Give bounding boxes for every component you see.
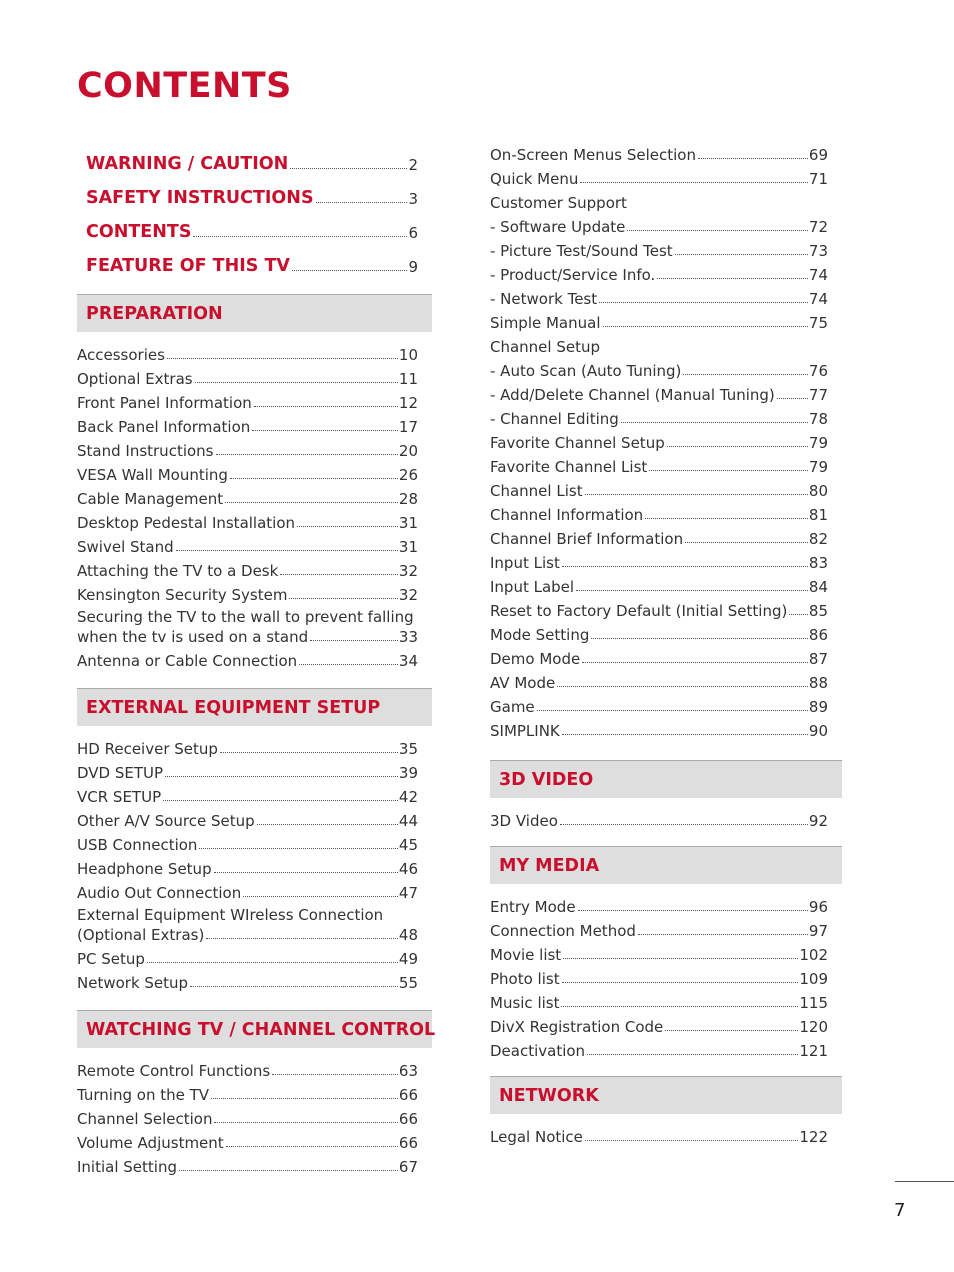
right-column	[490, 140, 842, 1146]
dot-leader	[621, 422, 808, 423]
dot-leader	[190, 986, 398, 987]
toc-page: 2	[408, 156, 418, 174]
toc-page: 120	[799, 1018, 828, 1036]
toc-entry[interactable]	[490, 916, 842, 940]
toc-entry[interactable]	[490, 1036, 842, 1060]
dot-leader	[179, 1170, 398, 1171]
dot-leader	[206, 938, 398, 939]
toc-label: Optional Extras	[77, 370, 193, 388]
toc-page: 32	[398, 562, 418, 580]
toc-label: Photo list	[490, 970, 560, 988]
toc-entry[interactable]	[490, 620, 842, 644]
section-items	[490, 1114, 842, 1146]
dot-leader	[254, 406, 398, 407]
dot-leader	[310, 640, 398, 641]
section-heading: 3D VIDEO	[490, 760, 842, 798]
toc-page: 10	[398, 346, 418, 364]
toc-label: Input List	[490, 554, 560, 572]
toc-page: 11	[398, 370, 418, 388]
dot-leader	[657, 278, 808, 279]
dot-leader	[289, 598, 397, 599]
toc-page: 17	[398, 418, 418, 436]
dot-leader	[562, 734, 808, 735]
toc-page: 81	[808, 506, 828, 524]
toc-page: 55	[398, 974, 418, 992]
section-network	[490, 1076, 842, 1146]
dot-leader	[587, 1054, 798, 1055]
toc-entry[interactable]	[490, 356, 842, 380]
toc-label: Quick Menu	[490, 170, 579, 188]
page-title: CONTENTS	[77, 66, 292, 106]
toc-entry[interactable]	[490, 692, 842, 716]
dot-leader	[561, 1006, 798, 1007]
toc-label: SAFETY INSTRUCTIONS	[86, 188, 314, 208]
toc-page: 26	[398, 466, 418, 484]
dot-leader	[580, 182, 808, 183]
dot-leader	[214, 1122, 397, 1123]
toc-page: 6	[408, 224, 418, 242]
toc-entry-contents[interactable]	[77, 208, 432, 242]
toc-entry[interactable]	[77, 580, 432, 604]
dot-leader	[585, 1140, 798, 1141]
dot-leader	[685, 542, 808, 543]
toc-label: Kensington Security System	[77, 586, 288, 604]
toc-label: Simple Manual	[490, 314, 601, 332]
toc-label: - Software Update	[490, 218, 626, 236]
dot-leader	[563, 958, 798, 959]
toc-label: - Auto Scan (Auto Tuning)	[490, 362, 682, 380]
toc-page: 84	[808, 578, 828, 596]
dot-leader	[683, 374, 808, 375]
toc-page: 90	[808, 722, 828, 740]
toc-page: 102	[799, 946, 828, 964]
left-column	[77, 140, 436, 1176]
toc-entry[interactable]	[490, 806, 842, 830]
toc-entry[interactable]	[77, 646, 432, 670]
toc-page: 83	[808, 554, 828, 572]
toc-label: Network Setup	[77, 974, 189, 992]
toc-entry[interactable]	[490, 476, 842, 500]
toc-label: Swivel Stand	[77, 538, 174, 556]
toc-entry[interactable]	[490, 1012, 842, 1036]
toc-group-label: Channel Setup	[490, 338, 601, 356]
toc-entry[interactable]	[490, 716, 842, 740]
toc-label: VCR SETUP	[77, 788, 162, 806]
toc-label: Turning on the TV	[77, 1086, 210, 1104]
toc-label: Initial Setting	[77, 1158, 177, 1176]
toc-entry[interactable]	[77, 782, 432, 806]
dot-leader	[789, 614, 808, 615]
toc-label: CONTENTS	[86, 222, 192, 242]
toc-page: 88	[808, 674, 828, 692]
toc-entry[interactable]	[77, 734, 432, 758]
toc-page: 48	[398, 926, 418, 944]
dot-leader	[698, 158, 808, 159]
toc-label: - Channel Editing	[490, 410, 619, 428]
dot-leader	[290, 168, 407, 169]
intro-list	[77, 140, 432, 294]
dot-leader	[220, 752, 398, 753]
toc-group-label: Customer Support	[490, 194, 627, 212]
toc-page: 31	[398, 538, 418, 556]
toc-page: 20	[398, 442, 418, 460]
toc-page: 79	[808, 458, 828, 476]
toc-entry[interactable]	[490, 644, 842, 668]
dot-leader	[627, 230, 808, 231]
toc-label-line2: (Optional Extras)	[77, 926, 205, 944]
toc-page: 63	[398, 1062, 418, 1080]
toc-page: 92	[808, 812, 828, 830]
dot-leader	[193, 236, 407, 237]
dot-leader	[645, 518, 808, 519]
dot-leader	[578, 910, 808, 911]
toc-page: 74	[808, 266, 828, 284]
toc-label: Favorite Channel Setup	[490, 434, 665, 452]
dot-leader	[649, 470, 808, 471]
dot-leader	[214, 872, 398, 873]
toc-page: 31	[398, 514, 418, 532]
toc-page: 97	[808, 922, 828, 940]
dot-leader	[243, 896, 398, 897]
toc-label: DivX Registration Code	[490, 1018, 664, 1036]
toc-entry[interactable]	[490, 260, 842, 284]
toc-entry[interactable]	[490, 548, 842, 572]
section-items	[77, 332, 432, 670]
toc-entry[interactable]	[490, 308, 842, 332]
toc-entry[interactable]	[77, 854, 432, 878]
toc-label: Channel Selection	[77, 1110, 213, 1128]
toc-page: 12	[398, 394, 418, 412]
toc-page: 28	[398, 490, 418, 508]
toc-page: 35	[398, 740, 418, 758]
toc-entry-safety[interactable]	[77, 174, 432, 208]
toc-label: On-Screen Menus Selection	[490, 146, 696, 164]
toc-entry[interactable]	[77, 806, 432, 830]
toc-label: WARNING / CAUTION	[86, 154, 289, 174]
toc-label: Accessories	[77, 346, 165, 364]
toc-entry[interactable]	[490, 404, 842, 428]
section-items	[77, 1048, 432, 1176]
dot-leader	[537, 710, 808, 711]
toc-entry-wrapped[interactable]	[77, 902, 432, 944]
dot-leader	[163, 800, 398, 801]
toc-page: 121	[799, 1042, 828, 1060]
toc-page: 45	[398, 836, 418, 854]
toc-label: SIMPLINK	[490, 722, 560, 740]
dot-leader	[211, 1098, 398, 1099]
toc-entry[interactable]	[77, 1056, 432, 1080]
toc-label: - Product/Service Info.	[490, 266, 656, 284]
toc-label: Reset to Factory Default (Initial Setting)	[490, 602, 788, 620]
toc-page: 69	[808, 146, 828, 164]
toc-entry[interactable]	[77, 532, 432, 556]
toc-label: Front Panel Information	[77, 394, 252, 412]
section-preparation	[77, 294, 432, 670]
toc-page: 3	[408, 190, 418, 208]
dot-leader	[216, 454, 398, 455]
toc-page: 79	[808, 434, 828, 452]
dot-leader	[675, 254, 808, 255]
toc-label: VESA Wall Mounting	[77, 466, 228, 484]
toc-label: USB Connection	[77, 836, 198, 854]
toc-entry[interactable]	[77, 968, 432, 992]
dot-leader	[199, 848, 397, 849]
toc-entry[interactable]	[77, 758, 432, 782]
toc-page: 49	[398, 950, 418, 968]
toc-entry[interactable]	[77, 878, 432, 902]
dot-leader	[667, 446, 808, 447]
toc-page: 87	[808, 650, 828, 668]
dot-leader	[582, 662, 808, 663]
toc-page: 34	[398, 652, 418, 670]
toc-label: Music list	[490, 994, 560, 1012]
toc-label: Channel Information	[490, 506, 644, 524]
toc-page: 73	[808, 242, 828, 260]
toc-label: Demo Mode	[490, 650, 581, 668]
toc-label: - Picture Test/Sound Test	[490, 242, 673, 260]
toc-page: 44	[398, 812, 418, 830]
toc-entry-feature[interactable]	[77, 242, 432, 276]
toc-entry[interactable]	[77, 1152, 432, 1176]
toc-entry[interactable]	[490, 380, 842, 404]
toc-label: Favorite Channel List	[490, 458, 648, 476]
toc-entry[interactable]	[77, 412, 432, 436]
toc-label: Movie list	[490, 946, 562, 964]
toc-entry[interactable]	[490, 596, 842, 620]
section-heading: MY MEDIA	[490, 846, 842, 884]
toc-label: Deactivation	[490, 1042, 586, 1060]
toc-label: Cable Management	[77, 490, 224, 508]
toc-entry[interactable]	[77, 484, 432, 508]
toc-label: FEATURE OF THIS TV	[86, 256, 290, 276]
toc-label: Input Label	[490, 578, 575, 596]
dot-leader	[230, 478, 398, 479]
toc-entry[interactable]	[490, 892, 842, 916]
toc-page: 77	[808, 386, 828, 404]
toc-entry[interactable]	[77, 460, 432, 484]
channel-control-list	[490, 140, 842, 740]
toc-label: Connection Method	[490, 922, 636, 940]
toc-page: 39	[398, 764, 418, 782]
dot-leader	[562, 982, 799, 983]
toc-entry[interactable]	[490, 212, 842, 236]
toc-label: Remote Control Functions	[77, 1062, 271, 1080]
dot-leader	[562, 566, 808, 567]
toc-page: 109	[799, 970, 828, 988]
toc-entry[interactable]	[490, 1122, 842, 1146]
toc-entry[interactable]	[490, 572, 842, 596]
toc-entry[interactable]	[77, 830, 432, 854]
dot-leader	[165, 776, 398, 777]
toc-label: - Network Test	[490, 290, 598, 308]
toc-page: 122	[799, 1128, 828, 1146]
toc-entry[interactable]	[77, 556, 432, 580]
toc-entry-warning[interactable]	[77, 140, 432, 174]
dot-leader	[576, 590, 808, 591]
toc-label: Other A/V Source Setup	[77, 812, 255, 830]
toc-label-line1: External Equipment WIreless Connection	[77, 906, 384, 924]
section-items	[490, 884, 842, 1060]
toc-page: 96	[808, 898, 828, 916]
dot-leader	[599, 302, 808, 303]
section-items	[77, 726, 432, 992]
toc-page: 32	[398, 586, 418, 604]
toc-label: Headphone Setup	[77, 860, 212, 878]
toc-entry[interactable]	[77, 364, 432, 388]
toc-label-line2: when the tv is used on a stand	[77, 628, 309, 646]
dot-leader	[297, 526, 398, 527]
dot-leader	[195, 382, 398, 383]
toc-page: 76	[808, 362, 828, 380]
section-3d-video	[490, 760, 842, 830]
toc-page: 67	[398, 1158, 418, 1176]
toc-label: Mode Setting	[490, 626, 590, 644]
toc-page: 42	[398, 788, 418, 806]
toc-label: DVD SETUP	[77, 764, 164, 782]
toc-entry[interactable]	[490, 964, 842, 988]
toc-page: 115	[799, 994, 828, 1012]
toc-label: Legal Notice	[490, 1128, 583, 1146]
section-watching-tv	[77, 1010, 436, 1176]
dot-leader	[147, 962, 398, 963]
dot-leader	[665, 1030, 798, 1031]
toc-label: Desktop Pedestal Installation	[77, 514, 296, 532]
toc-label: Attaching the TV to a Desk	[77, 562, 279, 580]
page-number: 7	[894, 1200, 906, 1221]
toc-entry[interactable]	[77, 1080, 432, 1104]
dot-leader	[252, 430, 398, 431]
toc-label: Audio Out Connection	[77, 884, 242, 902]
toc-label: 3D Video	[490, 812, 558, 830]
toc-page: 72	[808, 218, 828, 236]
dot-leader	[591, 638, 808, 639]
dot-leader	[226, 1146, 398, 1147]
toc-page: 85	[808, 602, 828, 620]
dot-leader	[777, 398, 808, 399]
dot-leader	[225, 502, 398, 503]
toc-label: Antenna or Cable Connection	[77, 652, 298, 670]
section-items	[490, 798, 842, 830]
toc-page: 33	[398, 628, 418, 646]
toc-label: Volume Adjustment	[77, 1134, 224, 1152]
toc-page: 71	[808, 170, 828, 188]
toc-entry[interactable]	[490, 524, 842, 548]
toc-label: HD Receiver Setup	[77, 740, 218, 758]
dot-leader	[557, 686, 808, 687]
toc-label: Stand Instructions	[77, 442, 214, 460]
toc-label: Channel Brief Information	[490, 530, 684, 548]
dot-leader	[638, 934, 808, 935]
toc-entry[interactable]	[77, 1128, 432, 1152]
toc-label: Entry Mode	[490, 898, 576, 916]
dot-leader	[316, 202, 408, 203]
dot-leader	[167, 358, 398, 359]
toc-label: Game	[490, 698, 535, 716]
toc-label: Channel List	[490, 482, 583, 500]
toc-entry[interactable]	[490, 284, 842, 308]
toc-page: 47	[398, 884, 418, 902]
dot-leader	[585, 494, 808, 495]
toc-label-line1: Securing the TV to the wall to prevent falling	[77, 608, 414, 626]
section-my-media	[490, 846, 842, 1060]
toc-entry[interactable]	[77, 340, 432, 364]
toc-page: 89	[808, 698, 828, 716]
toc-page: 46	[398, 860, 418, 878]
toc-entry-wrapped[interactable]	[77, 604, 432, 646]
toc-entry[interactable]	[490, 164, 842, 188]
toc-entry[interactable]	[490, 940, 842, 964]
toc-entry[interactable]	[77, 944, 432, 968]
dot-leader	[176, 550, 398, 551]
toc-page: 66	[398, 1134, 418, 1152]
toc-entry[interactable]	[77, 508, 432, 532]
toc-entry[interactable]	[490, 140, 842, 164]
toc-entry[interactable]	[77, 388, 432, 412]
toc-page: 80	[808, 482, 828, 500]
toc-entry[interactable]	[490, 236, 842, 260]
section-heading: PREPARATION	[77, 294, 432, 332]
toc-entry[interactable]	[490, 668, 842, 692]
toc-entry[interactable]	[490, 428, 842, 452]
section-heading: WATCHING TV / CHANNEL CONTROL	[77, 1010, 432, 1048]
toc-page: 9	[408, 258, 418, 276]
toc-entry[interactable]	[490, 988, 842, 1012]
toc-entry[interactable]	[490, 500, 842, 524]
dot-leader	[272, 1074, 398, 1075]
toc-label: PC Setup	[77, 950, 145, 968]
section-heading: EXTERNAL EQUIPMENT SETUP	[77, 688, 432, 726]
toc-page: 75	[808, 314, 828, 332]
toc-entry[interactable]	[77, 436, 432, 460]
dot-leader	[292, 270, 407, 271]
toc-page: 82	[808, 530, 828, 548]
toc-label: - Add/Delete Channel (Manual Tuning)	[490, 386, 775, 404]
toc-page: 66	[398, 1086, 418, 1104]
section-heading: NETWORK	[490, 1076, 842, 1114]
dot-leader	[603, 326, 808, 327]
toc-page: 66	[398, 1110, 418, 1128]
toc-entry[interactable]	[490, 452, 842, 476]
section-external-equipment	[77, 688, 432, 992]
toc-page: 74	[808, 290, 828, 308]
toc-page: 78	[808, 410, 828, 428]
dot-leader	[299, 664, 398, 665]
dot-leader	[257, 824, 398, 825]
toc-page: 86	[808, 626, 828, 644]
footer-rule	[895, 1181, 954, 1182]
toc-label: Back Panel Information	[77, 418, 251, 436]
dot-leader	[560, 824, 808, 825]
dot-leader	[280, 574, 398, 575]
toc-label: AV Mode	[490, 674, 556, 692]
toc-entry[interactable]	[77, 1104, 432, 1128]
